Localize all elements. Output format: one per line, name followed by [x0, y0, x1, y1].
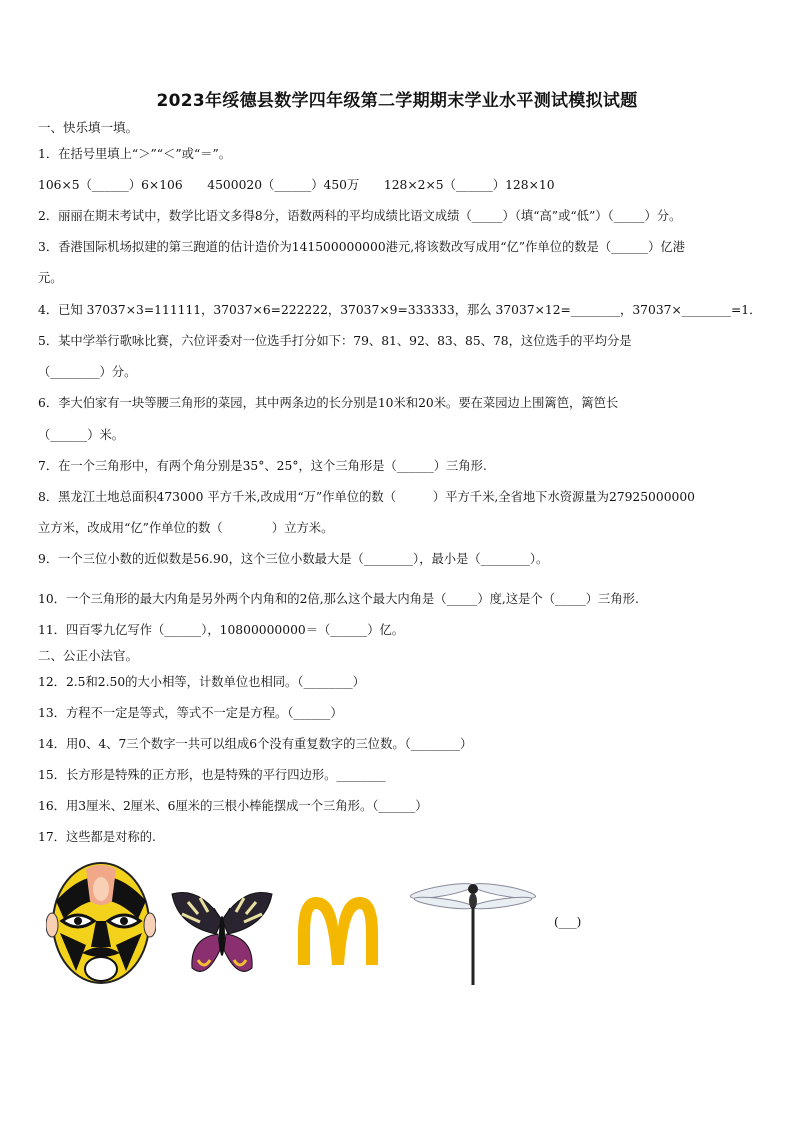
question-17-answer-blank: (___)	[554, 915, 582, 929]
question-7: 7．在一个三角形中，有两个角分别是35°、25°，这个三角形是（______）三角形.	[38, 459, 487, 473]
question-4: 4．已知 37037×3=111111，37037×6=222222，37037×9=333333，那么 37037×12=________，37037×________=1．	[38, 303, 762, 317]
question-8: 8．黑龙江土地总面积473000 平方千米,改成用“万”作单位的数（ ）平方千米,全省地下水资源量为27925000000	[38, 490, 696, 504]
question-2: 2．丽丽在期末考试中，数学比语文多得8分，语数两科的平均成绩比语文成绩（_____）（填“高”或“低”）（_____）分。	[38, 209, 682, 223]
opera-mask-image	[46, 861, 156, 989]
question-5-cont: （________）分。	[38, 365, 137, 379]
dragonfly-image	[410, 869, 536, 989]
question-11: 11．四百零九亿写作（______），10800000000＝（______）亿。	[38, 623, 405, 637]
symmetry-pictures	[40, 855, 760, 995]
question-5: 5．某中学举行歌咏比赛，六位评委对一位选手打分如下：79、81、92、83、85、78，这位选手的平均分是	[38, 334, 632, 348]
butterfly-image	[170, 890, 274, 980]
section-heading-2: 二、公正小法官。	[38, 648, 139, 663]
question-6: 6．李大伯家有一块等腰三角形的菜园，其中两条边的长分别是10米和20米。要在菜园边上围篱笆，篱笆长	[38, 396, 619, 410]
question-9: 9．一个三位小数的近似数是56.90，这个三位小数最大是（________），最小是（________）。	[38, 552, 549, 566]
question-14: 14．用0、4、7三个数字一共可以组成6个没有重复数字的三位数。（________）	[38, 737, 473, 751]
question-15: 15．长方形是特殊的正方形，也是特殊的平行四边形。________	[38, 768, 386, 782]
question-1: 1．在括号里填上“＞”“＜”或“＝”。	[38, 147, 232, 161]
question-12: 12．2.5和2.50的大小相等，计数单位也相同。（________）	[38, 675, 365, 689]
mcdonalds-logo-image	[294, 893, 382, 967]
question-13: 13．方程不一定是等式，等式不一定是方程。（______）	[38, 706, 343, 720]
question-1-comparisons: 106×5（______）6×106 4500020（______）450万 128×2×5（______）128×10	[38, 178, 555, 192]
question-16: 16．用3厘米、2厘米、6厘米的三根小棒能摆成一个三角形。（______）	[38, 799, 428, 813]
question-6-cont: （______）米。	[38, 428, 125, 442]
question-17: 17．这些都是对称的.	[38, 830, 156, 844]
question-3: 3．香港国际机场拟建的第三跑道的估计造价为141500000000港元,将该数改写成用“亿”作单位的数是（______）亿港	[38, 240, 685, 254]
section-heading-1: 一、快乐填一填。	[38, 120, 139, 135]
question-3-cont: 元。	[38, 271, 63, 285]
page-title: 2023年绥德县数学四年级第二学期期末学业水平测试模拟试题	[156, 91, 638, 111]
question-10: 10．一个三角形的最大内角是另外两个内角和的2倍,那么这个最大内角是（_____）度,这是个（_____）三角形.	[38, 592, 639, 606]
question-8-cont: 立方米，改成用“亿”作单位的数（ ）立方米。	[38, 521, 334, 535]
